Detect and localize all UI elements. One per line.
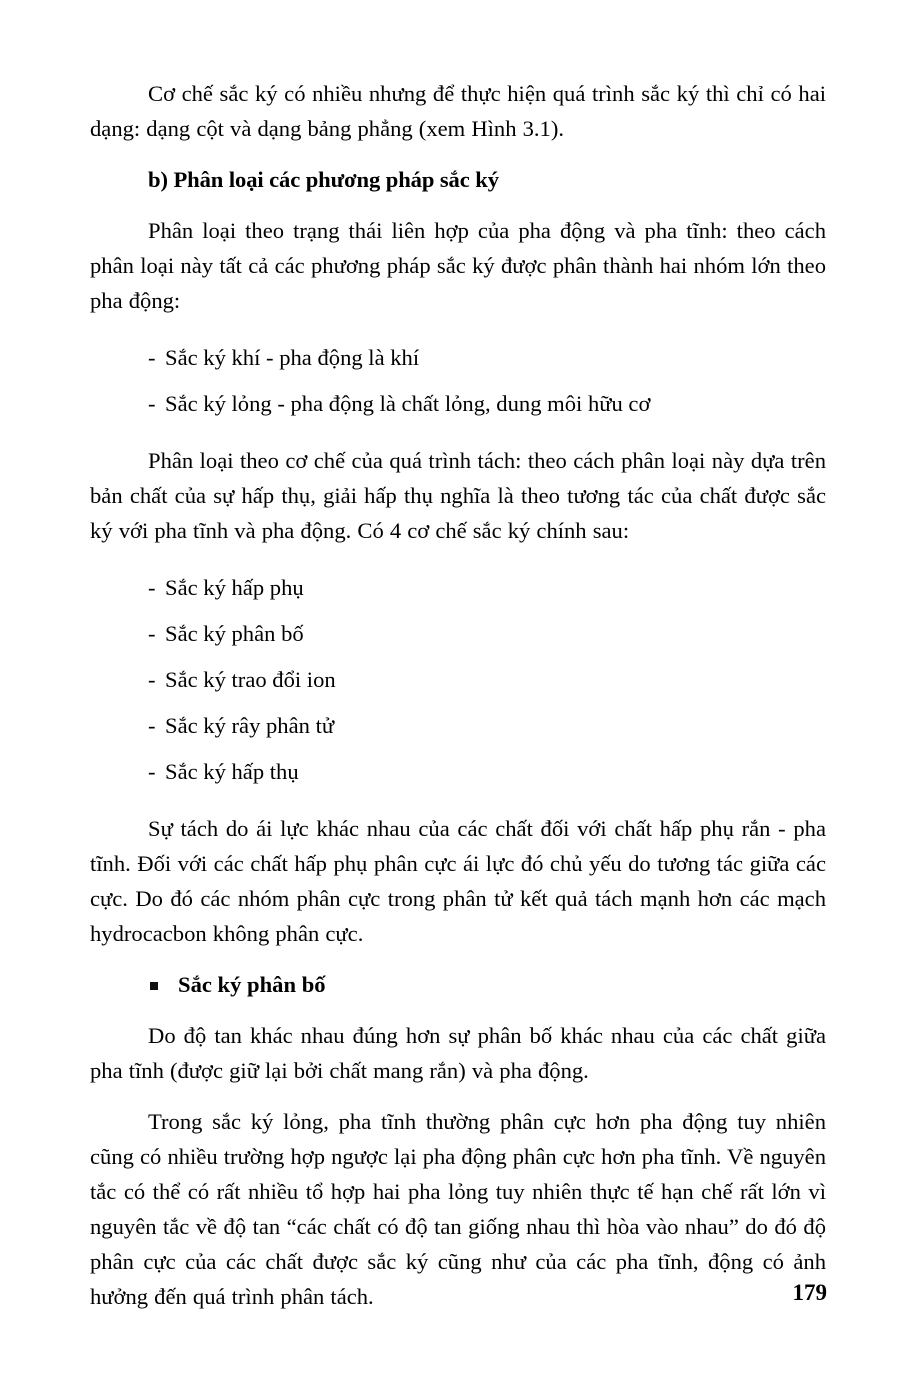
spacer [90, 548, 826, 570]
spacer [90, 789, 826, 811]
list-item-label: Sắc ký hấp thụ [165, 759, 299, 784]
dash-bullet-icon: - [148, 713, 156, 738]
page-number: 179 [792, 1280, 827, 1305]
dash-bullet-icon: - [148, 759, 156, 784]
list-item-label: Sắc ký lỏng - pha động là chất lỏng, dung môi hữu cơ [165, 391, 651, 416]
spacer [90, 318, 826, 340]
spacer [90, 951, 826, 967]
paragraph-separation-mechanism: Phân loại theo cơ chế của quá trình tách: theo cách phân loại này dựa trên bản chất của sự hấp thụ, giải hấp thụ nghĩa là theo tương tác của chất được sắc ký với pha tĩnh và pha động. Có 4 cơ chế sắc ký chính sau: [90, 448, 826, 543]
paragraph-solubility: Do độ tan khác nhau đúng hơn sự phân bố khác nhau của các chất giữa pha tĩnh (được giữ lại bởi chất mang rắn) và pha động. [90, 1023, 826, 1083]
dash-bullet-icon: - [148, 345, 156, 370]
list-chromatography-mechanisms [90, 570, 826, 789]
list-item-label: Sắc ký phân bố [165, 621, 304, 646]
spacer [90, 146, 826, 162]
list-mobile-phase-types [90, 340, 826, 421]
paragraph-liquid-chromatography: Trong sắc ký lỏng, pha tĩnh thường phân cực hơn pha động tuy nhiên cũng có nhiều trường hợp ngược lại pha động phân cực hơn pha tĩnh. Về nguyên tắc có thể có rất nhiều tổ hợp hai pha lỏng tuy nhiên thực tế hạn chế rất lớn vì nguyên tắc về độ tan “các chất có độ tan giống nhau thì hòa vào nhau” do đó độ phân cực của các chất được sắc ký cũng như của các pha tĩnh, động có ảnh hưởng đến quá trình phân tách. [90, 1109, 826, 1309]
list-item-label: Sắc ký khí - pha động là khí [165, 345, 420, 370]
list-item-label: Sắc ký rây phân tử [165, 713, 335, 738]
paragraph-intro: Cơ chế sắc ký có nhiều nhưng để thực hiện quá trình sắc ký thì chỉ có hai dạng: dạng cột và dạng bảng phẳng (xem Hình 3.1). [90, 81, 826, 141]
list-item [90, 616, 826, 651]
spacer [90, 1088, 826, 1104]
heading-label: Sắc ký phân bố [178, 972, 326, 997]
list-item [90, 570, 826, 605]
paragraph-affinity-separation: Sự tách do ái lực khác nhau của các chất đối với chất hấp phụ rắn - pha tĩnh. Đối với các chất hấp phụ phân cực ái lực đó chủ yếu do tương tác giữa các cực. Do đó các nhóm phân cực trong phân tử kết quả tách mạnh hơn các mạch hydrocacbon không phân cực. [90, 816, 826, 946]
paragraph-phase-state: Phân loại theo trạng thái liên hợp của pha động và pha tĩnh: theo cách phân loại này tất cả các phương pháp sắc ký được phân thành hai nhóm lớn theo pha động: [90, 218, 826, 313]
dash-bullet-icon: - [148, 391, 156, 416]
dash-bullet-icon: - [148, 667, 156, 692]
list-item [90, 386, 826, 421]
list-item [90, 754, 826, 789]
list-item-label: Sắc ký trao đổi ion [165, 667, 336, 692]
heading-b-classification: b) Phân loại các phương pháp sắc ký [148, 167, 499, 192]
spacer [90, 421, 826, 443]
spacer [90, 197, 826, 213]
list-item [90, 708, 826, 743]
list-item-label: Sắc ký hấp phụ [165, 575, 304, 600]
square-bullet-icon [150, 982, 158, 990]
list-item [90, 662, 826, 697]
dash-bullet-icon: - [148, 575, 156, 600]
heading-partition-chromatography [90, 967, 826, 1002]
dash-bullet-icon: - [148, 621, 156, 646]
page-content [90, 76, 826, 1314]
list-item [90, 340, 826, 375]
spacer [90, 1002, 826, 1018]
